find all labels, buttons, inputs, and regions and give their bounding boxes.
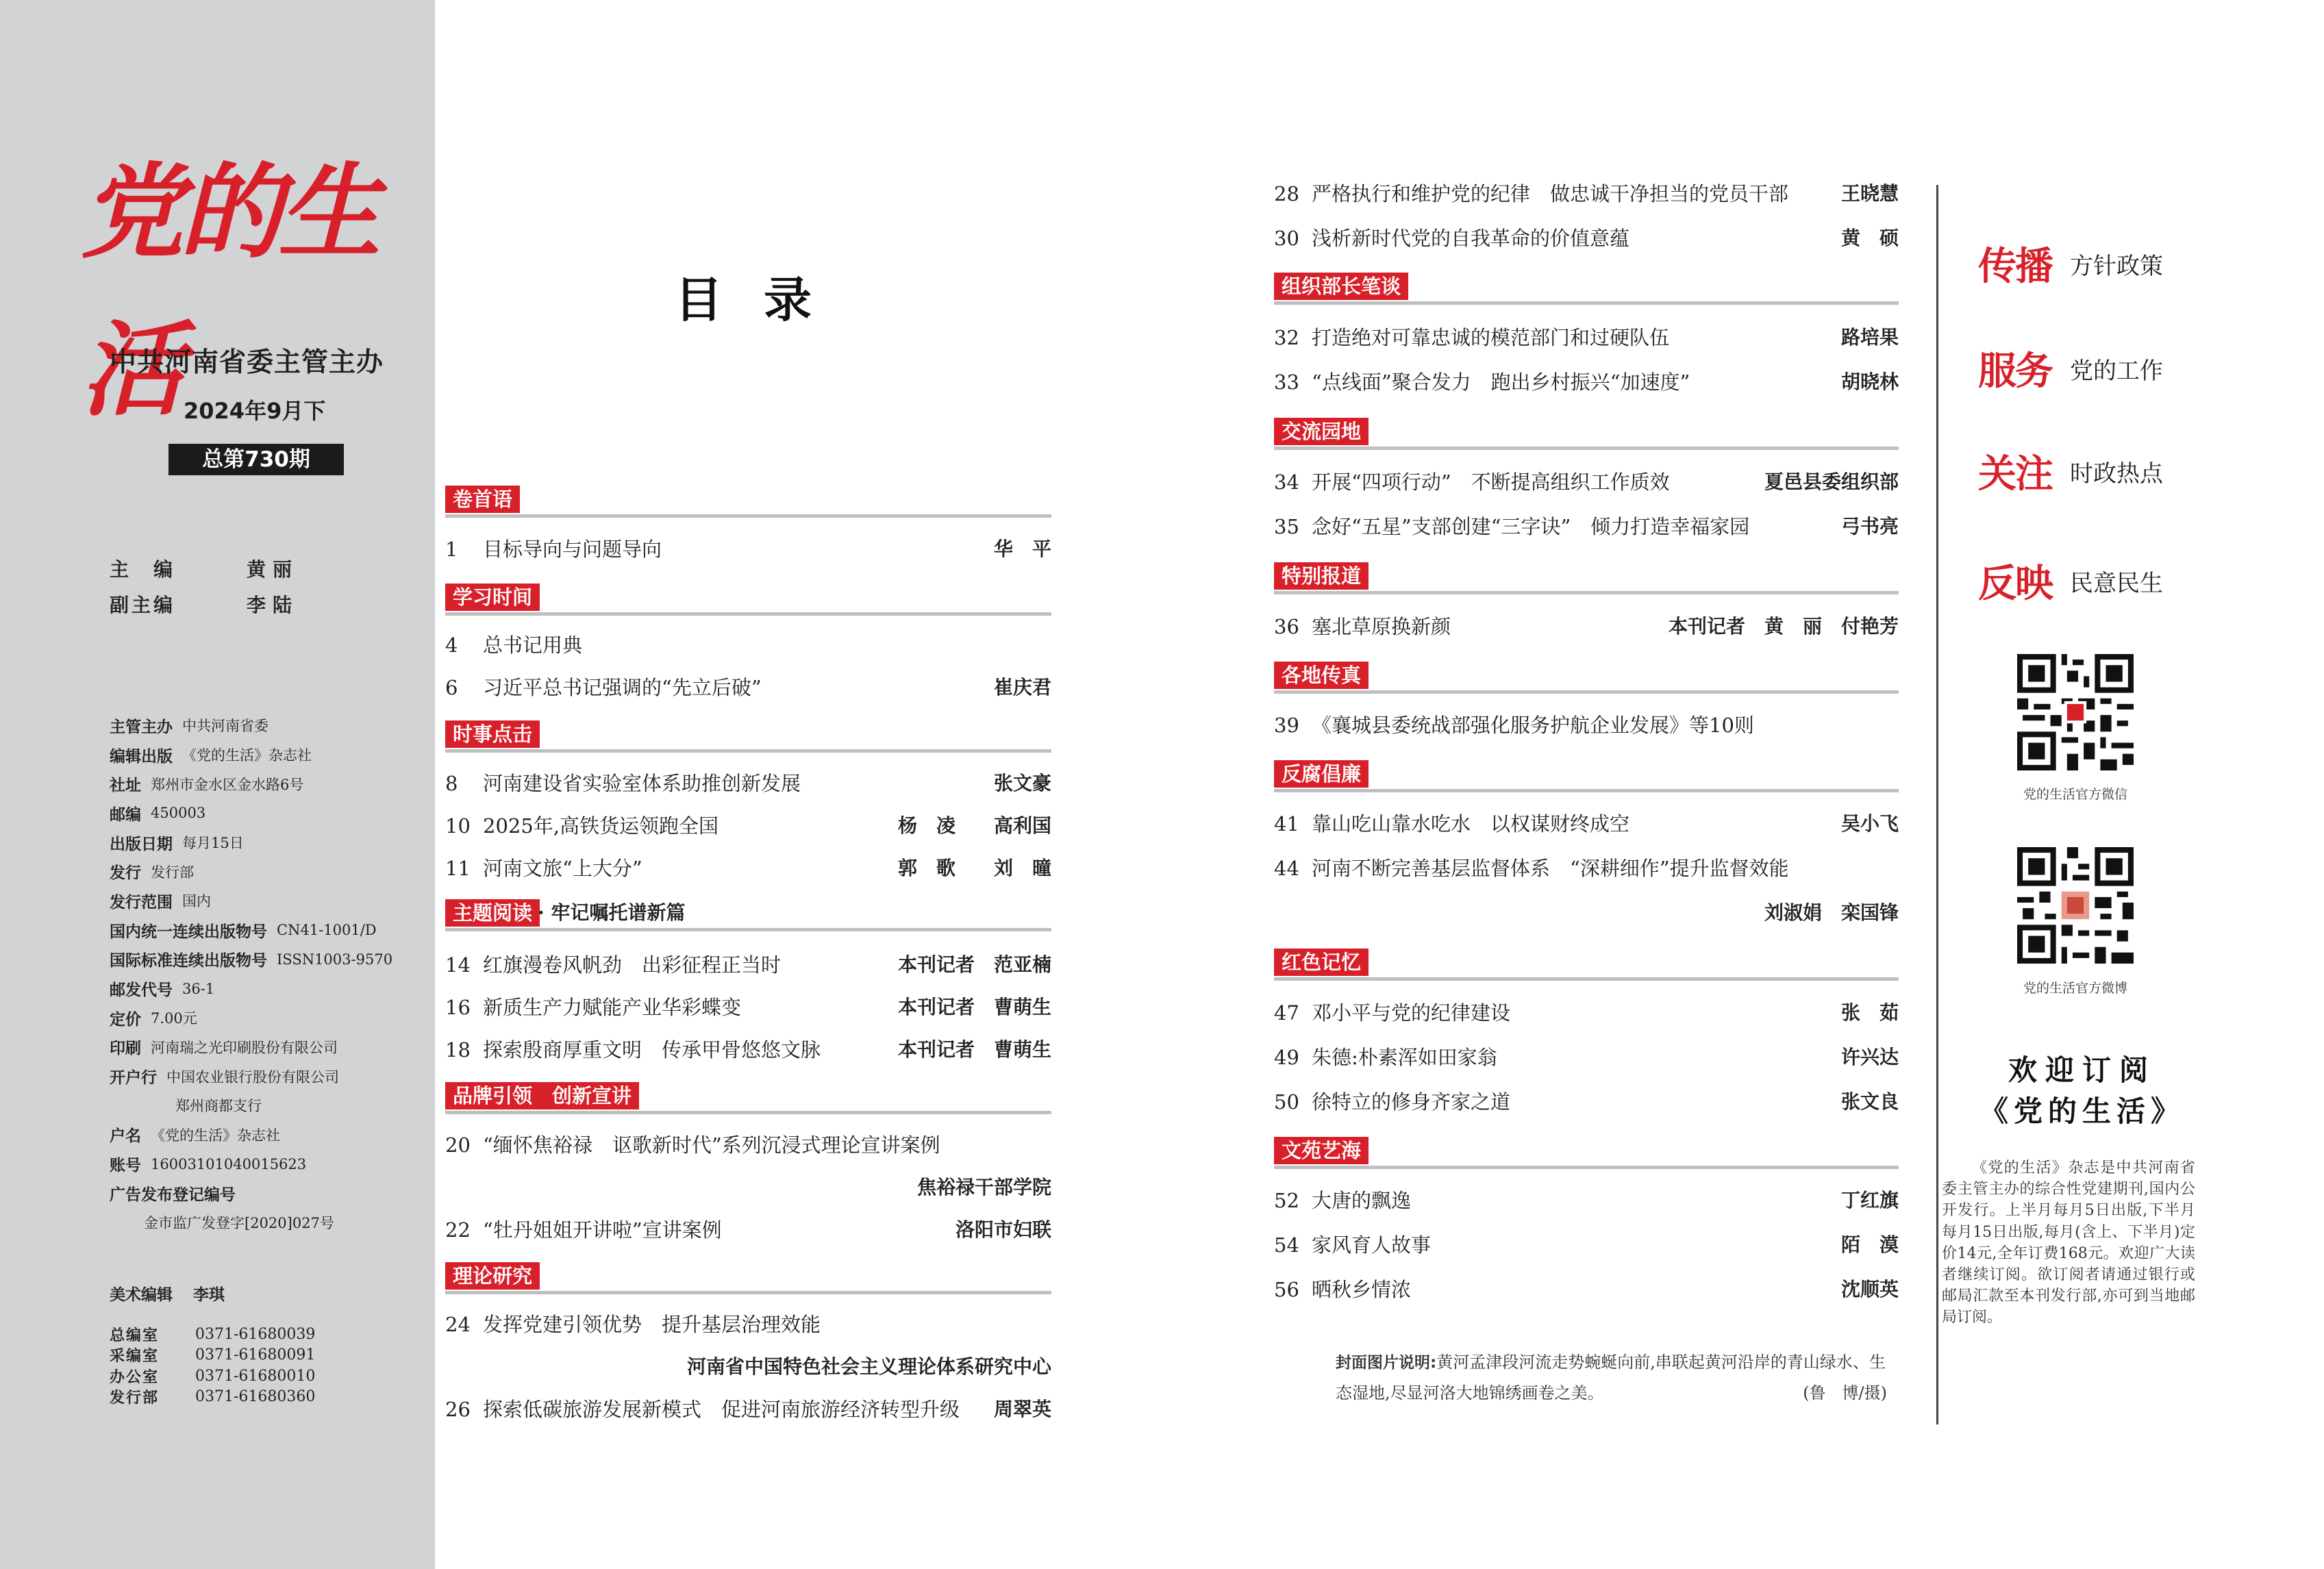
toc-entry[interactable]: 49 朱德:朴素浑如田家翁 许兴达 bbox=[1274, 1046, 1899, 1069]
art-editor: 美术编辑 李琪 bbox=[110, 1286, 225, 1304]
issue-date: 2024年9月下 bbox=[184, 398, 326, 424]
toc-entry[interactable]: 50 徐特立的修身齐家之道 张文良 bbox=[1274, 1090, 1899, 1114]
toc-entry[interactable]: 11 河南文旅“上大分” 郭 歌 刘 曈 bbox=[445, 857, 1051, 880]
toc-entry[interactable]: 39 《襄城县委统战部强化服务护航企业发展》等10则 bbox=[1274, 714, 1754, 737]
section-header: 卷首语 bbox=[445, 486, 1051, 518]
toc-entry-author: 焦裕禄干部学院 bbox=[916, 1176, 1051, 1198]
subscribe-heading-title: 《党的生活》 bbox=[1979, 1094, 2185, 1128]
section-header: 文苑艺海 bbox=[1274, 1137, 1899, 1170]
toc-entry[interactable]: 26 探索低碳旅游发展新模式 促进河南旅游经济转型升级 周翠英 bbox=[445, 1398, 1051, 1421]
toc-entry[interactable]: 32 打造绝对可靠忠诚的模范部门和过硬队伍 路培果 bbox=[1274, 326, 1899, 349]
toc-entry[interactable]: 36 塞北草原换新颜 本刊记者 黄 丽 付艳芳 bbox=[1274, 615, 1899, 638]
section-header: 主题阅读 · 牢记嘱托谱新篇 bbox=[445, 899, 1051, 932]
section-header: 反腐倡廉 bbox=[1274, 760, 1899, 793]
toc-entry[interactable]: 14 红旗漫卷风帆劲 出彩征程正当时 本刊记者 范亚楠 bbox=[445, 953, 1051, 977]
toc-entry[interactable]: 6 习近平总书记强调的“先立后破” 崔庆君 bbox=[445, 676, 1051, 699]
toc-entry[interactable]: 1 目标导向与问题导向 华 平 bbox=[445, 538, 1051, 561]
editor-row bbox=[110, 590, 299, 626]
editor-role: 副主编 bbox=[110, 594, 176, 616]
toc-entry[interactable]: 35 念好“五星”支部创建“三字诀” 倾力打造幸福家园 弓书亮 bbox=[1274, 515, 1899, 538]
info-row: 邮发代号 36-1 bbox=[110, 980, 215, 1000]
cover-caption: 封面图片说明:黄河孟津段河流走势蜿蜒向前,串联起黄河沿岸的青山绿水、生态湿地,尽显河洛大地锦绣画卷之美。 (鲁 博/摄) bbox=[1336, 1347, 1887, 1408]
section-header: 理论研究 bbox=[445, 1262, 1051, 1295]
slogan-row: 反映 民意民生 bbox=[1978, 562, 2163, 606]
contact-list bbox=[110, 1324, 315, 1407]
toc-entry[interactable]: 4 总书记用典 bbox=[445, 633, 583, 657]
masthead-sidebar bbox=[0, 0, 435, 1569]
info-row: 发行范围 国内 bbox=[110, 893, 211, 912]
magazine-logo: 党的生活 bbox=[81, 152, 377, 430]
section-header: 交流园地 bbox=[1274, 418, 1899, 451]
section-header: 特别报道 bbox=[1274, 562, 1899, 595]
info-row: 印刷 河南瑞之光印刷股份有限公司 bbox=[110, 1039, 338, 1058]
info-row: 邮编 450003 bbox=[110, 805, 206, 824]
toc-entry[interactable]: 8 河南建设省实验室体系助推创新发展 张文豪 bbox=[445, 772, 1051, 795]
info-row: 开户行 中国农业银行股份有限公司 bbox=[110, 1068, 339, 1088]
toc-entry[interactable]: 10 2025年,高铁货运领跑全国 杨 凌 高利国 bbox=[445, 814, 1051, 838]
slogan-row: 关注 时政热点 bbox=[1978, 452, 2163, 497]
publication-info bbox=[110, 711, 425, 1237]
info-row: 郑州商都支行 bbox=[175, 1098, 262, 1115]
section-header: 品牌引领 创新宣讲 bbox=[445, 1082, 1051, 1115]
section-header: 学习时间 bbox=[445, 583, 1051, 616]
issue-number-badge: 总第730期 bbox=[168, 444, 344, 475]
info-row: 社址 郑州市金水区金水路6号 bbox=[110, 776, 304, 795]
contact-row: 发行部 0371-61680360 bbox=[110, 1388, 316, 1407]
toc-entry[interactable]: 20 “缅怀焦裕禄 讴歌新时代”系列沉浸式理论宣讲案例 bbox=[445, 1133, 940, 1157]
info-row: 户名 《党的生活》杂志社 bbox=[110, 1127, 280, 1146]
toc-entry[interactable]: 28 严格执行和维护党的纪律 做忠诚干净担当的党员干部 王晓慧 bbox=[1274, 182, 1899, 205]
contact-row: 办公室 0371-61680010 bbox=[110, 1367, 316, 1386]
info-row: 账号 16003101040015623 bbox=[110, 1155, 307, 1175]
info-row: 国际标准连续出版物号 ISSN1003-9570 bbox=[110, 951, 393, 970]
toc-entry[interactable]: 33 “点线面”聚合发力 跑出乡村振兴“加速度” 胡晓林 bbox=[1274, 371, 1899, 394]
subscribe-description: 《党的生活》杂志是中共河南省委主管主办的综合性党建期刊,国内公开发行。上半月每月5日出版,下半月每月15日出版,每月(含上、下半月)定价14元,全年订费168元。欢迎广大读者继续订阅。欲订阅者请通过银行或邮局汇款至本刊发行部,亦可到当地邮局订阅。 bbox=[1942, 1159, 2195, 1327]
info-row: 国内统一连续出版物号 CN41-1001/D bbox=[110, 922, 377, 941]
toc-entry-author: 刘淑娟 栾国锋 bbox=[1764, 901, 1899, 924]
slogan-row: 传播 方针政策 bbox=[1978, 244, 2163, 289]
info-row: 定价 7.00元 bbox=[110, 1010, 197, 1029]
qr-caption: 党的生活官方微信 bbox=[2023, 787, 2127, 802]
section-header: 时事点击 bbox=[445, 720, 1051, 753]
info-row: 广告发布登记编号 bbox=[110, 1185, 236, 1204]
toc-entry[interactable]: 54 家风育人故事 陌 漠 bbox=[1274, 1233, 1899, 1257]
info-row: 出版日期 每月15日 bbox=[110, 835, 244, 853]
section-header: 各地传真 bbox=[1274, 662, 1899, 694]
contact-row: 采编室 0371-61680091 bbox=[110, 1346, 316, 1366]
info-row: 金市监广发登字[2020]027号 bbox=[144, 1215, 334, 1232]
toc-entry[interactable]: 47 邓小平与党的纪律建设 张 茹 bbox=[1274, 1001, 1899, 1025]
sponsor-line: 中共河南省委主管主办 bbox=[110, 347, 384, 378]
toc-entry[interactable]: 22 “牡丹姐姐开讲啦”宣讲案例 洛阳市妇联 bbox=[445, 1218, 1051, 1242]
toc-entry[interactable]: 44 河南不断完善基层监督体系 “深耕细作”提升监督效能 bbox=[1274, 857, 1789, 880]
toc-entry[interactable]: 52 大唐的飘逸 丁红旗 bbox=[1274, 1189, 1899, 1212]
toc-entry[interactable]: 30 浅析新时代党的自我革命的价值意蕴 黄 硕 bbox=[1274, 227, 1899, 250]
weibo-qr-code-icon[interactable] bbox=[2017, 847, 2134, 964]
qr-caption: 党的生活官方微博 bbox=[2023, 981, 2127, 996]
editor-name: 黄丽 bbox=[247, 558, 299, 581]
info-row: 编辑出版 《党的生活》杂志社 bbox=[110, 747, 312, 766]
info-row: 发行 发行部 bbox=[110, 864, 194, 883]
toc-title: 目录 bbox=[675, 272, 853, 328]
section-header: 红色记忆 bbox=[1274, 949, 1899, 981]
section-header: 组织部长笔谈 bbox=[1274, 273, 1899, 305]
column-divider bbox=[1936, 185, 1938, 1424]
toc-entry[interactable]: 41 靠山吃山靠水吃水 以权谋财终成空 吴小飞 bbox=[1274, 812, 1899, 836]
editor-list bbox=[110, 555, 299, 626]
editor-role: 主 编 bbox=[110, 558, 176, 581]
subscribe-heading: 欢迎订阅 bbox=[2008, 1053, 2156, 1087]
toc-entry[interactable]: 18 探索殷商厚重文明 传承甲骨悠悠文脉 本刊记者 曹萌生 bbox=[445, 1038, 1051, 1062]
wechat-qr-code-icon[interactable] bbox=[2017, 654, 2134, 770]
toc-entry-author: 河南省中国特色社会主义理论体系研究中心 bbox=[686, 1355, 1051, 1378]
toc-entry[interactable]: 24 发挥党建引领优势 提升基层治理效能 bbox=[445, 1313, 821, 1336]
slogan-row: 服务 党的工作 bbox=[1978, 349, 2163, 394]
editor-name: 李陆 bbox=[247, 594, 299, 616]
photo-credit: (鲁 博/摄) bbox=[1803, 1383, 1887, 1403]
editor-row bbox=[110, 555, 299, 590]
toc-entry[interactable]: 56 晒秋乡情浓 沈顺英 bbox=[1274, 1278, 1899, 1301]
toc-entry[interactable]: 16 新质生产力赋能产业华彩蝶变 本刊记者 曹萌生 bbox=[445, 996, 1051, 1019]
info-row: 主管主办 中共河南省委 bbox=[110, 718, 268, 736]
toc-entry[interactable]: 34 开展“四项行动” 不断提高组织工作质效 夏邑县委组织部 bbox=[1274, 470, 1899, 494]
contact-row: 总编室 0371-61680039 bbox=[110, 1325, 316, 1344]
